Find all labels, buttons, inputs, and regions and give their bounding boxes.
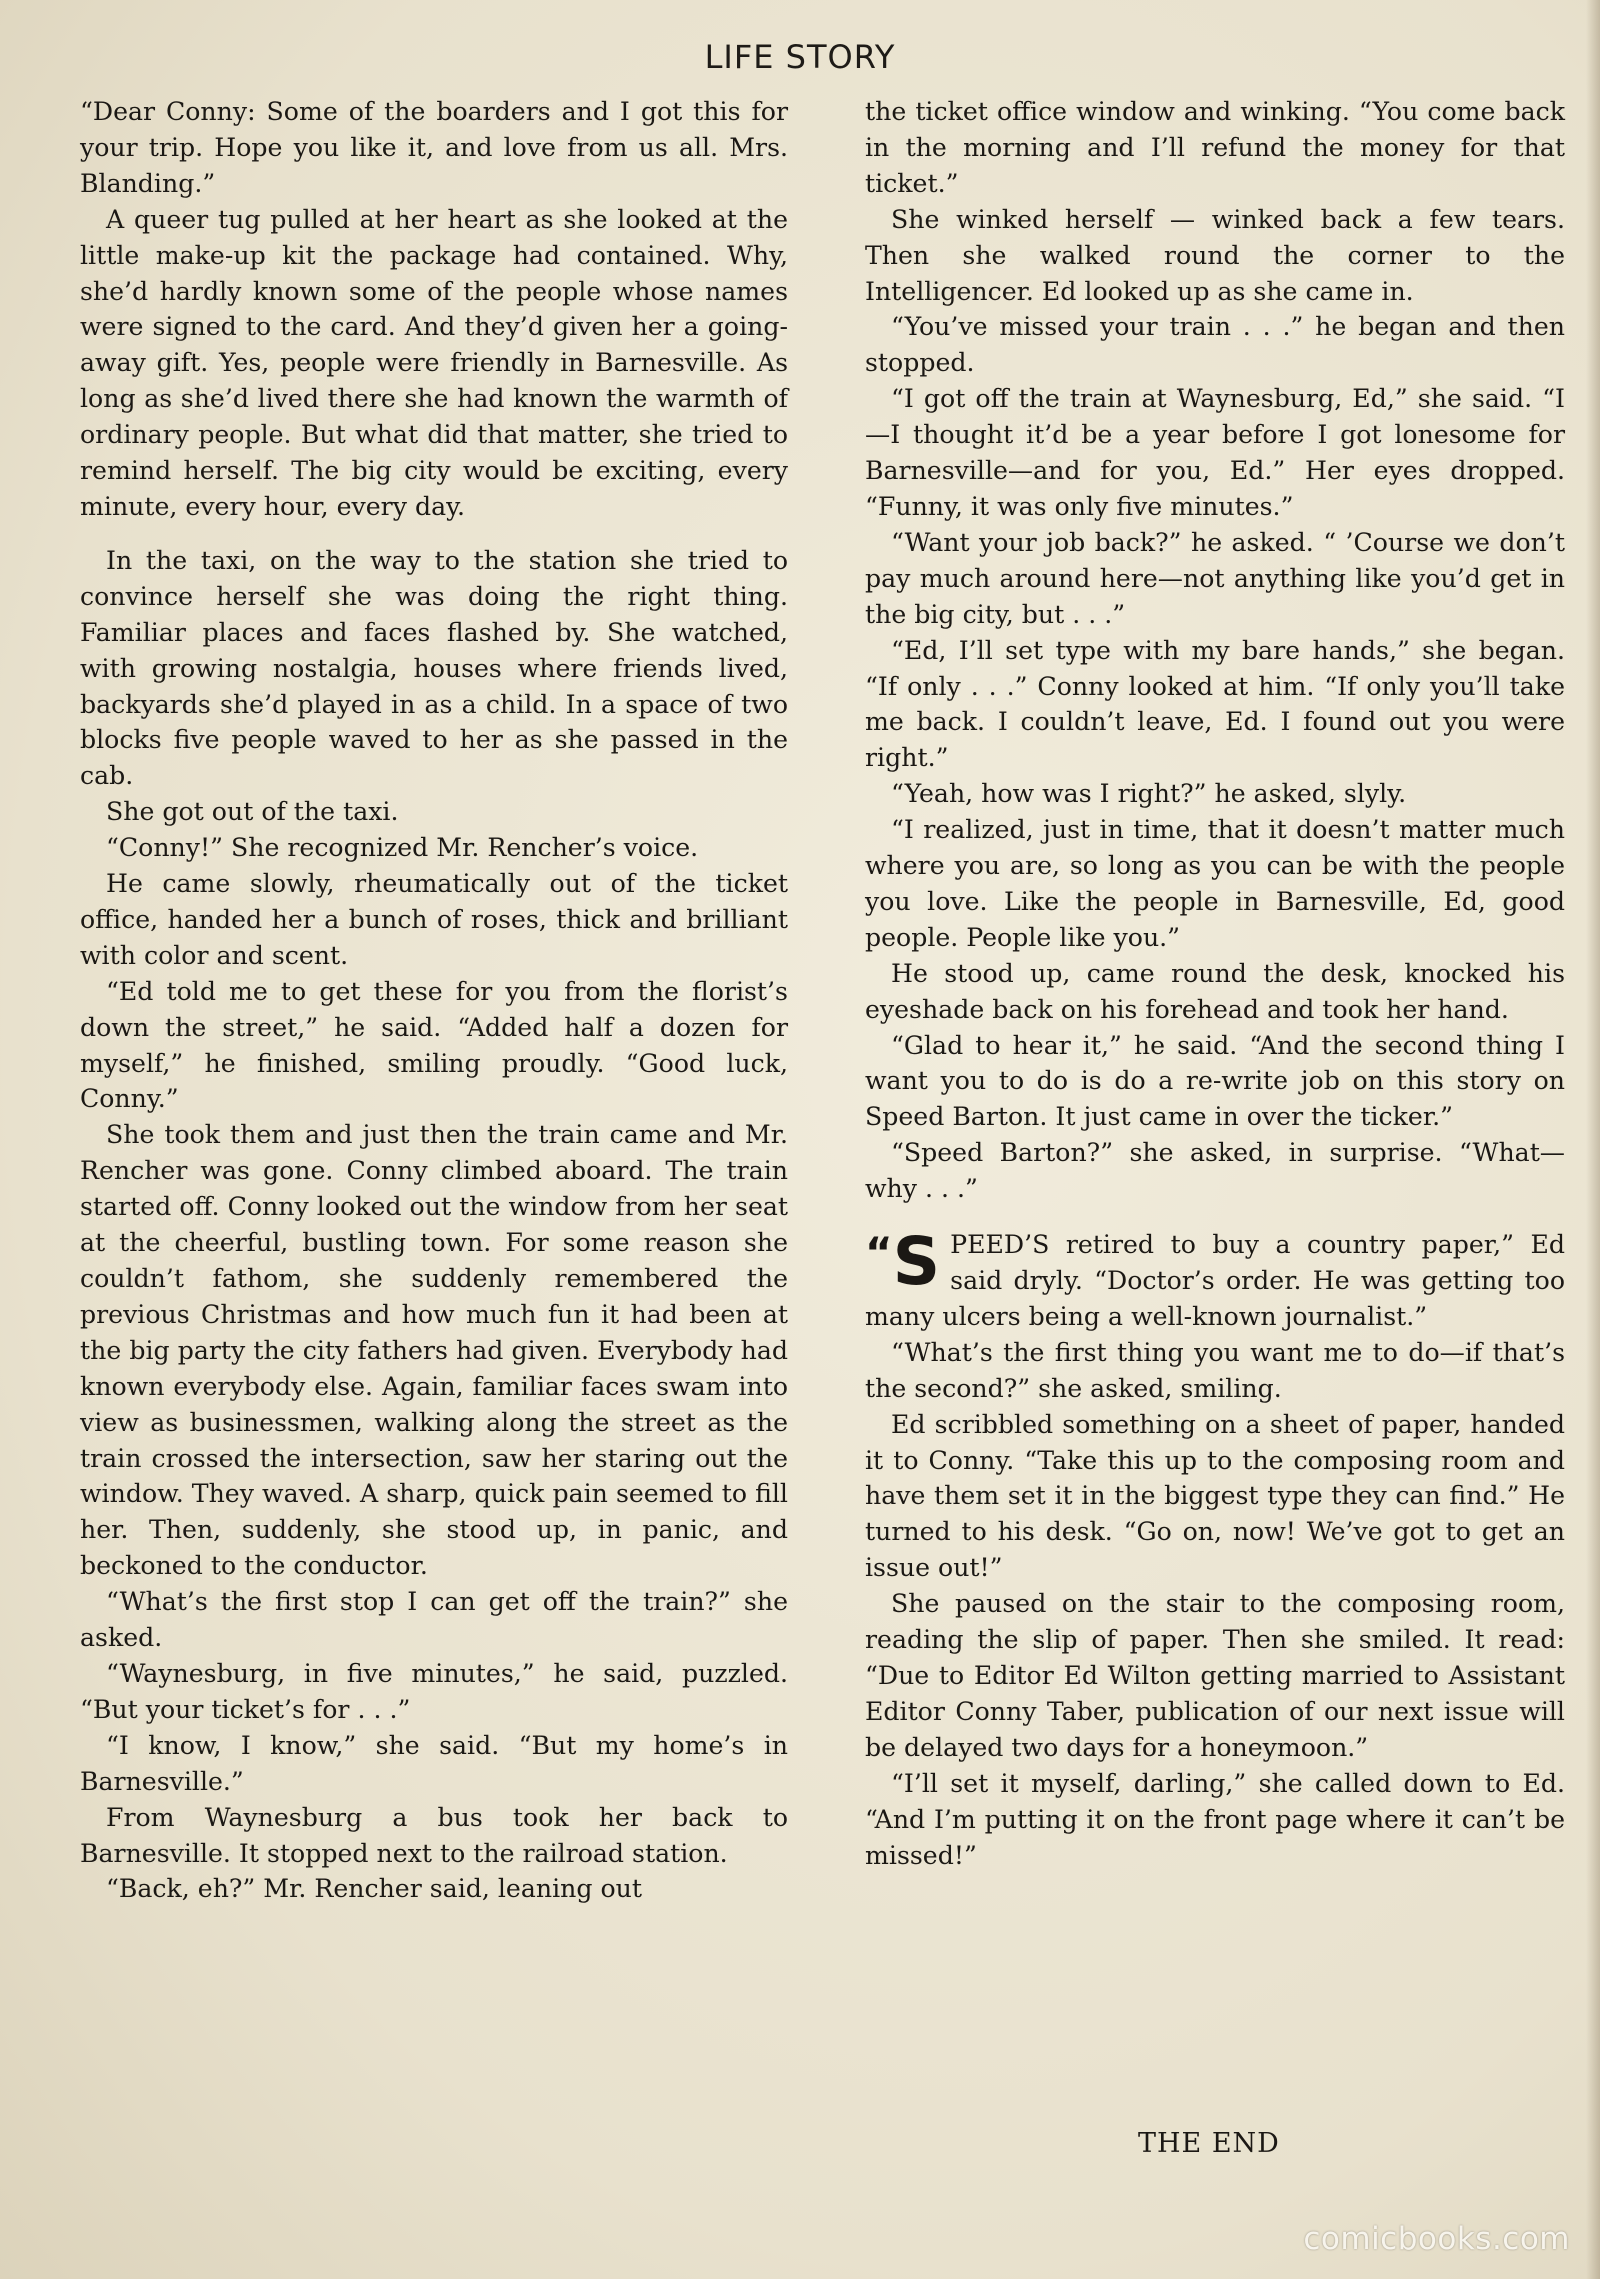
paragraph: She winked herself — winked back a few tears. Then she walked round the corner to the Intelligencer. Ed looked up as she came in. (865, 204, 1565, 306)
paragraph: “I know, I know,” she said. “But my home’s in Barnesville.” (80, 1730, 788, 1796)
paragraph: From Waynesburg a bus took her back to Barnesville. It stopped next to the railroad station. (80, 1802, 788, 1868)
running-head: LIFE STORY (704, 38, 896, 76)
paragraph: “I’ll set it myself, darling,” she called down to Ed. “And I’m putting it on the front page where it can’t be missed!” (865, 1768, 1565, 1870)
paragraph: “Ed told me to get these for you from the florist’s down the street,” he said. “Added half a dozen for myself,” he finished, smiling proudly. “Good luck, Conny.” (80, 976, 788, 1114)
paragraph: A queer tug pulled at her heart as she looked at the little make-up kit the package had contained. Why, she’d hardly known some of the people whose names were signed to the card. And they’d given her a going-away gift. Yes, people were friendly in Barnesville. As long as she’d lived there she had known the warmth of ordinary people. But what did that matter, she tried to remind herself. The big city would be exciting, every minute, every hour, every day. (80, 204, 788, 521)
paragraph: “I realized, just in time, that it doesn’t matter much where you are, so long as you can be with the people you love. Like the people in Barnesville, Ed, good people. People like you.” (865, 815, 1565, 952)
paragraph: “I got off the train at Waynesburg, Ed,” she said. “I—I thought it’d be a year before I got lonesome for Barnesville—and for you, Ed.” Her eyes dropped. “Funny, it was only five minutes.” (865, 384, 1565, 521)
paragraph: He stood up, came round the desk, knocked his eyeshade back on his forehead and took her hand. (865, 958, 1565, 1024)
paragraph: “What’s the first thing you want me to do—if that’s the second?” she asked, smiling. (865, 1337, 1565, 1403)
paragraph: “You’ve missed your train . . .” he began and then stopped. (865, 312, 1565, 378)
paragraph: “Back, eh?” Mr. Rencher said, leaning out (106, 1874, 642, 1904)
paragraph: “Conny!” She recognized Mr. Rencher’s voice. (106, 833, 699, 863)
watermark: comicbooks.com (1303, 2221, 1570, 2257)
paragraph: “What’s the first stop I can get off the train?” she asked. (80, 1587, 788, 1653)
paragraph: “Want your job back?” he asked. “ ’Course we don’t pay much around here—not anything like you’d get in the big city, but . . .” (865, 527, 1565, 629)
paragraph: “Glad to hear it,” he said. “And the second thing I want you to do is do a re-write job on this story on Speed Barton. It just came in over the ticker.” (865, 1030, 1565, 1132)
paragraph: the ticket office window and winking. “You come back in the morning and I’ll refund the money for that ticket.” (865, 97, 1565, 198)
left-column (80, 94, 788, 1907)
paragraph: In the taxi, on the way to the station she tried to convince herself she was doing the right thing. Familiar places and faces flashed by. She watched, with growing nostalgia, houses where friends lived, backyards she’d played in as a child. In a space of two blocks five people waved to her as she passed in the cab. (80, 545, 788, 791)
paragraph: “Yeah, how was I right?” he asked, slyly. (891, 779, 1407, 809)
page-edge-shadow (1586, 0, 1600, 2279)
paragraph: She got out of the taxi. (106, 797, 399, 827)
end-mark: THE END (1138, 2128, 1280, 2159)
drop-cap: “S (865, 1223, 941, 1301)
paragraph: She took them and just then the train came and Mr. Rencher was gone. Conny climbed aboard. The train started off. Conny looked out the window from her seat at the cheerful, bustling town. For some reason she couldn’t fathom, she suddenly remembered the previous Christmas and how much fun it had been at the big party the city fathers had given. Everybody had known everybody else. Again, familiar faces swam into view as businessmen, walking along the street as the train crossed the intersection, saw her staring out the window. They waved. A sharp, quick pain seemed to fill her. Then, suddenly, she stood up, in panic, and beckoned to the conductor. (80, 1120, 788, 1581)
paragraph: “Ed, I’ll set type with my bare hands,” she began. “If only . . .” Conny looked at him. “If only you’ll take me back. I couldn’t leave, Ed. I found out you were right.” (865, 635, 1565, 773)
paragraph: She paused on the stair to the composing room, reading the slip of paper. Then she smiled. It read: “Due to Editor Ed Wilton getting married to Assistant Editor Conny Taber, publication of our next issue will be delayed two days for a honeymoon.” (865, 1589, 1565, 1762)
paragraph: “Speed Barton?” she asked, in surprise. “What—why . . .” (865, 1138, 1565, 1204)
right-column (865, 94, 1565, 1873)
paragraph: Ed scribbled something on a sheet of paper, handed it to Conny. “Take this up to the composing room and have them set it in the biggest type they can find.” He turned to his desk. “Go on, now! We’ve got to get an issue out!” (865, 1409, 1565, 1583)
paragraph: “Dear Conny: Some of the boarders and I got this for your trip. Hope you like it, and love from us all. Mrs. Blanding.” (80, 97, 788, 198)
paragraph: “Waynesburg, in five minutes,” he said, puzzled. “But your ticket’s for . . .” (80, 1658, 788, 1724)
paragraph: He came slowly, rheumatically out of the ticket office, handed her a bunch of roses, thick and brilliant with color and scent. (80, 869, 788, 970)
dropcap-paragraph: “S PEED’S retired to buy a country paper,” Ed said dryly. “Doctor’s order. He was getting too many ulcers being a well-known journalist.” (865, 1223, 1565, 1331)
